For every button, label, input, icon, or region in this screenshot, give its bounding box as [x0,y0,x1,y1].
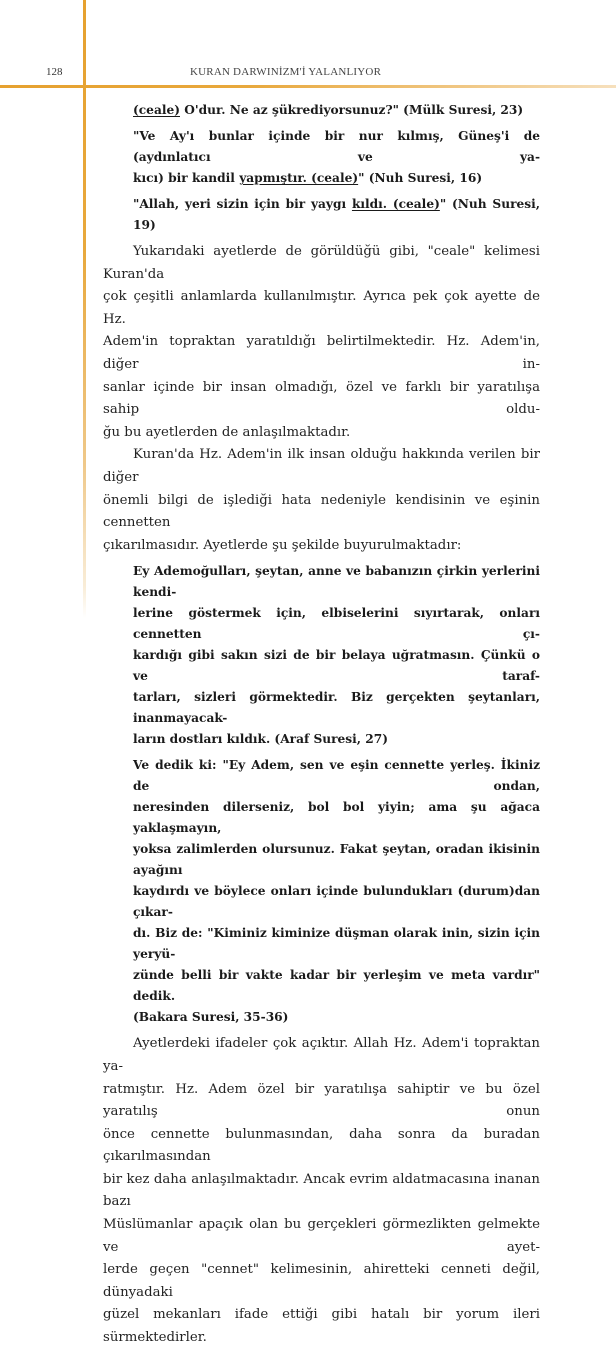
text-segment: kıcı) bir kandil [133,171,240,185]
text-line: ların dostları kıldık. (Araf Suresi, 27) [133,732,388,747]
underlined-term: (ceale) [133,103,180,117]
quote-bakara-text [133,755,540,1028]
text-line: önce cennette bulunmasından, daha sonra da buradan çıkarılmasından [103,1126,540,1165]
text-segment: "Allah, yeri sizin için bir yaygı [133,197,352,211]
text-line: lerine göstermek için, elbiselerini sıyırtarak, onları cennetten çı- [133,606,540,642]
paragraph-2 [103,444,540,557]
text-line: lerde geçen "cennet" kelimesinin, ahiretteki cenneti değil, dünyadaki [103,1262,540,1300]
text-line: (Bakara Suresi, 35-36) [133,1010,289,1025]
verse-quote [133,126,540,189]
text-line: bir kez daha anlaşılmaktadır. Ancak evrim aldatmacasına inanan bazı [103,1171,540,1210]
paragraph-3 [103,1033,540,1349]
text-line: ratmıştır. Hz. Adem özel bir yaratılışa sahiptir ve bu özel yaratılış onun [103,1081,540,1120]
margin-rule-vertical [83,0,86,618]
paragraph-3-text [103,1033,540,1349]
header-rule-horizontal [0,85,616,88]
running-title: KURAN DARWINİZM'İ YALANLIYOR [190,66,382,78]
text-line [133,100,540,121]
text-line [133,126,540,168]
text-line: kaydırdı ve böylece onları içinde bulundukları (durum)dan çıkar- [133,884,540,920]
paragraph-1-text [103,241,540,444]
text-line: zünde belli bir vakte kadar bir yerleşim ve meta vardır" dedik. [133,968,540,1004]
paragraph-1 [103,241,540,444]
text-line: çok çeşitli anlamlarda kullanılmıştır. Ayrıca pek çok ayette de Hz. [103,289,540,327]
text-line: Ve dedik ki: "Ey Adem, sen ve eşin cennette yerleş. İkiniz de ondan, [133,758,540,794]
text-line [133,194,540,236]
verse-quote [133,194,540,236]
text-line: önemli bilgi de işlediği hata nedeniyle kendisinin ve eşinin cennetten [103,492,540,531]
text-line: Adem'in topraktan yaratıldığı belirtilmektedir. Hz. Adem'in, diğer in- [103,334,540,372]
quote-araf-text [133,561,540,750]
page-number: 128 [46,66,63,78]
text-line: çıkarılmasıdır. Ayetlerde şu şekilde buyurulmaktadır: [103,537,462,553]
text-line: Yukarıdaki ayetlerde de görüldüğü gibi, "ceale" kelimesi Kuran'da [103,244,540,282]
text-segment: "Ve Ay'ı bunlar içinde bir nur kılmış, Güneş'i de (aydınlatıcı ve ya- [133,129,540,164]
text-line: Kuran'da Hz. Adem'in ilk insan olduğu hakkında verilen bir diğer [103,447,540,485]
text-line: kardığı gibi sakın sizi de bir belaya uğratmasın. Çünkü o ve taraf- [133,648,540,684]
text-line: tarları, sizleri görmektedir. Biz gerçekten şeytanları, inanmayacak- [133,690,540,726]
underlined-term: kıldı. (ceale) [351,197,440,211]
text-line: Müslümanlar apaçık olan bu gerçekleri görmezlikten gelmekte ve ayet- [103,1217,540,1255]
text-line: Ey Ademoğulları, şeytan, anne ve babanızın çirkin yerlerini kendi- [133,564,540,600]
text-line: ğu bu ayetlerden de anlaşılmaktadır. [103,424,351,440]
page-body [103,100,540,1350]
text-line: yoksa zalimlerden olursunuz. Fakat şeytan, oradan ikisinin ayağını [133,842,540,878]
text-line [133,168,540,189]
quotes-top [133,100,540,236]
text-line: sanlar içinde bir insan olmadığı, özel ve farklı bir yaratılışa sahip oldu- [103,379,540,418]
text-line: neresinden dilerseniz, bol bol yiyin; ama şu ağaca yaklaşmayın, [133,800,540,836]
verse-quote [133,100,540,121]
text-segment: " (Nuh Suresi, 16) [358,171,483,185]
quote-araf [133,561,540,750]
underlined-term: yapmıştır. (ceale) [239,171,359,185]
text-segment: O'dur. Ne az şükrediyorsunuz?" (Mülk Suresi, 23) [180,103,524,117]
text-line: Ayetlerdeki ifadeler çok açıktır. Allah Hz. Adem'i topraktan ya- [103,1036,540,1074]
text-line: dı. Biz de: "Kiminiz kiminize düşman olarak inin, sizin için yeryü- [133,926,540,962]
text-line: güzel mekanları ifade ettiği gibi hatalı bir yorum ileri sürmektedirler. [103,1307,540,1346]
text-segment: " (Nuh Suresi, 19) [133,197,540,232]
quote-bakara [133,755,540,1028]
paragraph-2-text [103,444,540,557]
